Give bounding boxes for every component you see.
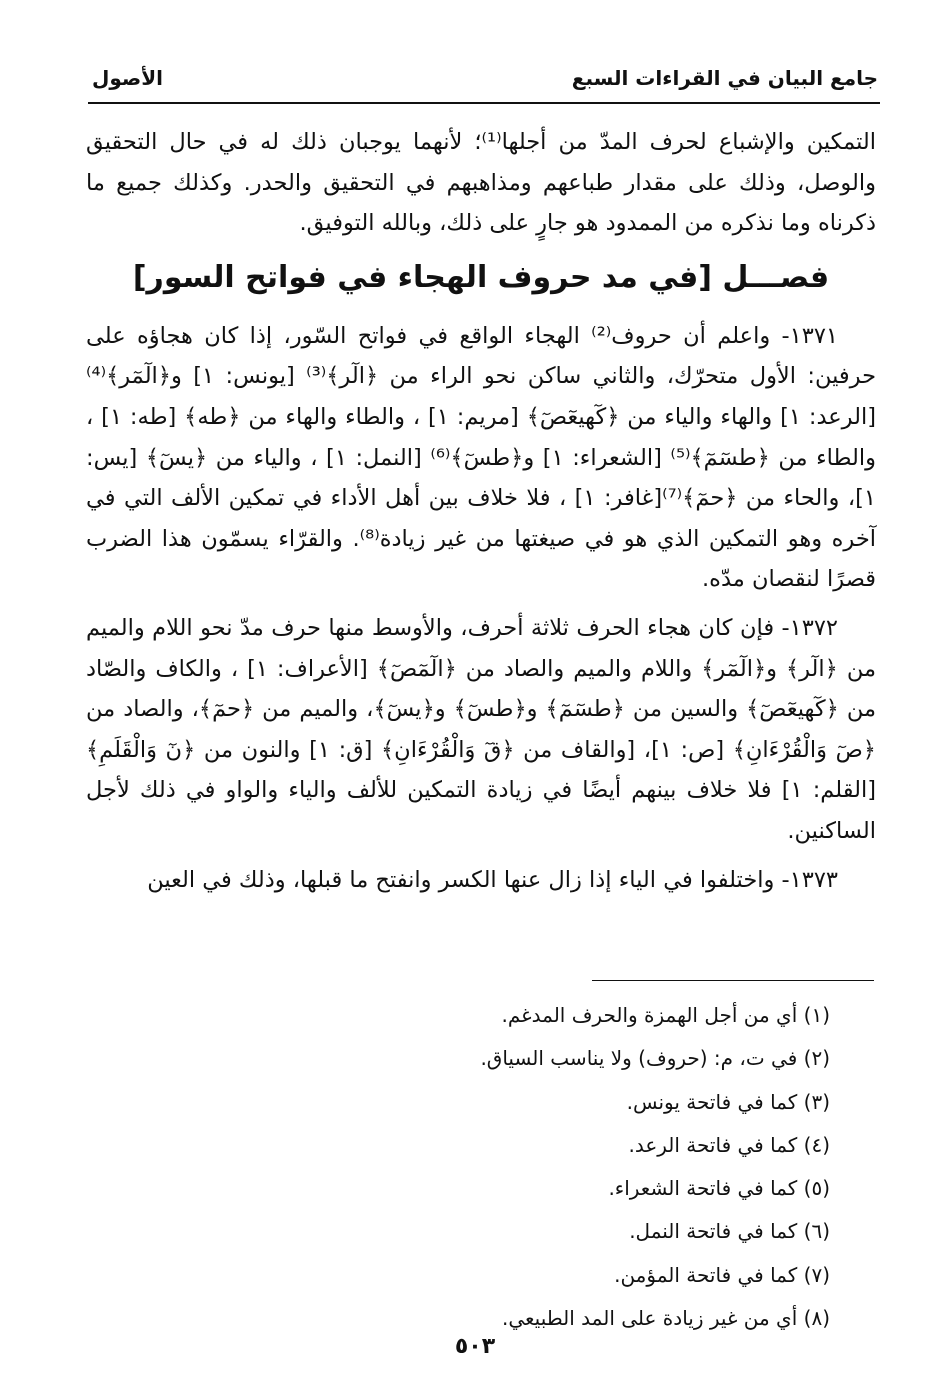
footnotes — [120, 994, 830, 1340]
footnote: (٦) كما في فاتحة النمل. — [629, 1219, 830, 1244]
footnote: (٨) أي من غير زيادة على المد الطبيعي. — [502, 1306, 830, 1331]
section-heading: فصـــل [في مد حروف الهجاء في فواتح السور] — [132, 259, 830, 295]
paragraph-1373: ١٣٧٣- واختلفوا في الياء إذا زال عنها الكسر وانفتح ما قبلها، وذلك في العين — [147, 866, 838, 893]
footnote: (٧) كما في فاتحة المؤمن. — [614, 1262, 830, 1287]
footnote: (٢) في ت، م: (حروف) ولا يناسب السياق. — [480, 1046, 830, 1071]
footnote: (١) أي من أجل الهمزة والحرف المدغم. — [501, 1003, 830, 1027]
paragraph-1371: ١٣٧١- واعلم أن حروف⁽²⁾ الهجاء الواقع في فواتح السّور، إذا كان هجاؤه على حرفين: الأول متحرّك، والثاني ساكن نحو الراء من ﴿الٓر﴾⁽³⁾ [يونس: ١] و﴿الٓمٓر﴾⁽⁴⁾ [الرعد: ١] والهاء والياء من ﴿كٓهيعٓصٓ﴾ [مريم: ١] ، والطاء والهاء من ﴿طه﴾ [طه: ١] ، والطاء من ﴿طسٓمٓ﴾⁽⁵⁾ [الشعراء: ١] و﴿طسٓ﴾⁽⁶⁾ [النمل: ١] ، والياء من ﴿يسٓ﴾ [يس: ١]، والحاء من ﴿حمٓ﴾⁽⁷⁾[غافر: ١] ، فلا خلاف بين أهل الأداء في تمكين الألف التي في آخره وهو التمكين الذي هو في صيغتها من غير زيادة⁽⁸⁾. والقرّاء يسمّون هذا الضرب قصرًا لنقصان مدّه. — [86, 322, 877, 593]
book-title: جامع البيان في القراءات السبع — [571, 66, 878, 90]
running-header — [92, 66, 878, 90]
footnote: (٥) كما في فاتحة الشعراء. — [608, 1176, 830, 1201]
paragraph-1372: ١٣٧٢- فإن كان هجاء الحرف ثلاثة أحرف، والأوسط منها حرف مدّ نحو اللام والميم من ﴿الٓر﴾ و﴿الٓمٓر﴾ واللام والميم والصاد من ﴿الٓمٓصٓ﴾ [الأعراف: ١] ، والكاف والصّاد من ﴿كٓهيعٓصٓ﴾ والسين من ﴿طسٓمٓ﴾ و﴿طسٓ﴾ و﴿يسٓ﴾، والميم من ﴿حمٓ﴾، والصاد من ﴿صٓ وَالْقُرْءَانِ﴾ [ص: ١]، [والقاف من ﴿قٓ وَالْقُرْءَانِ﴾ [ق: ١] والنون من ﴿نٓ وَالْقَلَمِ﴾ [القلم: ١] فلا خلاف بينهم أيضًا في زيادة التمكين للألف والياء والواو في ذلك لأجل الساكنين. — [86, 614, 876, 844]
footnote: (٤) كما في فاتحة الرعد. — [628, 1132, 830, 1157]
main-text — [86, 122, 876, 900]
header-divider — [88, 102, 880, 104]
page-number: ٥٠٣ — [454, 1334, 496, 1359]
intro-paragraph: التمكين والإشباع لحرف المدّ من أجلها⁽¹⁾؛ لأنهما يوجبان ذلك له في حال التحقيق والوصل، وذلك على مقدار طباعهم ومذاهبهم في التحقيق والحدر. وكذلك جميع ما ذكرناه وما نذكره من الممدود هو جارٍ على ذلك، وبالله التوفيق. — [86, 129, 876, 237]
footnote: (٣) كما في فاتحة يونس. — [626, 1089, 830, 1114]
chapter-title: الأصول — [92, 66, 163, 90]
footnote-divider — [592, 980, 874, 981]
